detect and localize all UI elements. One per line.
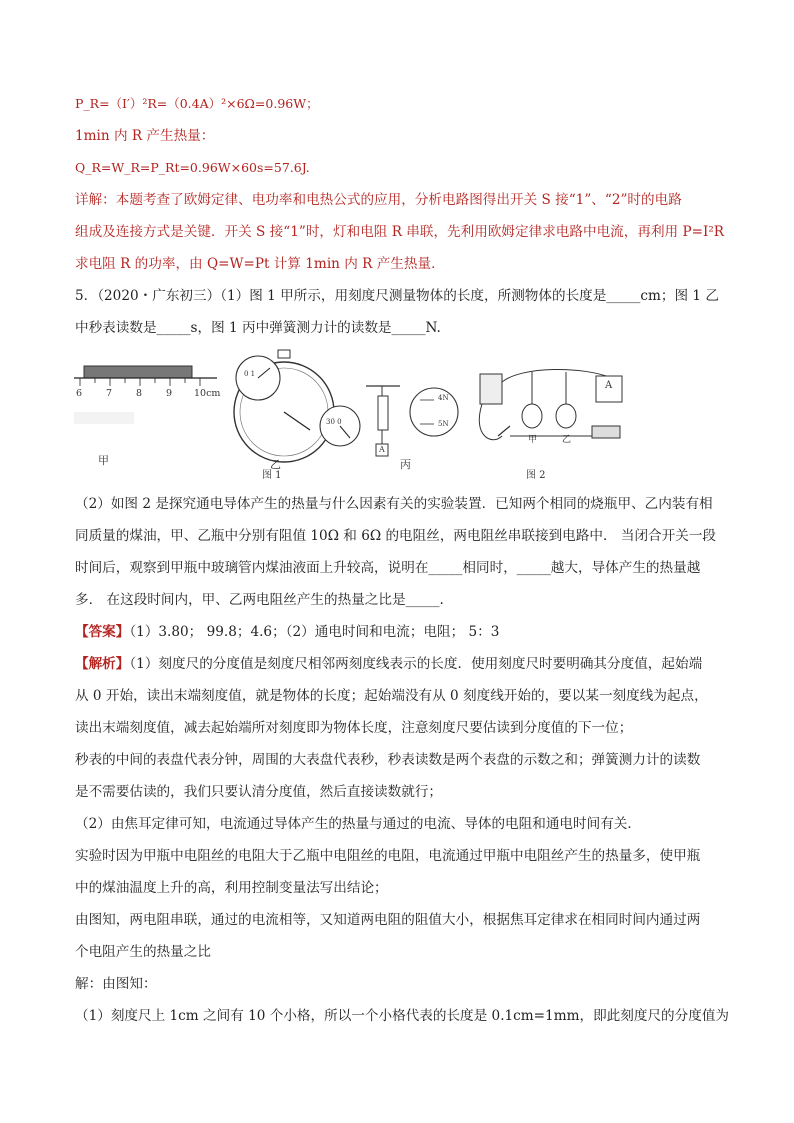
formula-heat: Q_R=W_R=P_Rt=0.96W×60s=57.6J. [75, 160, 310, 175]
answer-label: 【答案】 [75, 624, 130, 640]
question-5-part2-line-3: 时间后，观察到甲瓶中玻璃管内煤油液面上升较高，说明在_____相同时，_____越大，导体产生的热量越 [75, 560, 701, 576]
analysis-label: 【解析】 [75, 656, 130, 672]
ruler-tick-9: 9 [166, 388, 173, 399]
question-5-part2-line-4: 多． 在这段时间内，甲、乙两电阻丝产生的热量之比是_____. [75, 592, 444, 608]
stopwatch-small-dial: 0 1 [244, 370, 256, 378]
ruler-tick-6: 6 [76, 388, 83, 399]
answer-line [75, 622, 499, 642]
spring-scale-drawing [360, 370, 460, 460]
analysis-line-8: 中的煤油温度上升的高，利用控制变量法写出结论； [75, 880, 388, 896]
figure-1-caption: 图 1 [262, 470, 282, 481]
analysis-line-5: 是不需要估读的，我们只要认清分度值，然后直接读数就行； [75, 784, 443, 800]
ammeter-label: A [605, 380, 613, 391]
label-bing-fig1: 丙 [400, 458, 411, 471]
analysis-line-7: 实验时因为甲瓶中电阻丝的电阻大于乙瓶中电阻丝的电阻，电流通过甲瓶中电阻丝产生的热量多，使甲瓶 [75, 848, 701, 864]
ruler-drawing [72, 350, 222, 460]
spring-scale-figure [360, 370, 460, 471]
formula-power: P_R=（I′）²R=（0.4A）²×6Ω=0.96W； [75, 96, 319, 111]
question-5-line-2: 中秒表读数是_____s，图 1 丙中弹簧测力计的读数是_____N. [75, 320, 441, 336]
ruler-figure [72, 350, 222, 467]
bottle-jia: 甲 [528, 435, 538, 445]
stopwatch-big-dial: 30 0 [326, 418, 342, 426]
detail-line-3: 求电阻 R 的功率，由 Q=W=Pt 计算 1min 内 R 产生热量． [75, 256, 445, 272]
solution-line-1: （1）刻度尺上 1cm 之间有 10 个小格，所以一个小格代表的长度是 0.1cm=1mm，即此刻度尺的分度值为 [75, 1008, 730, 1024]
analysis-line-2: 从 0 开始，读出末端刻度值，就是物体的长度；起始端没有从 0 刻度线开始的，要以某一刻度线为起点， [75, 688, 708, 704]
spring-tick-5n: 5N [438, 420, 449, 428]
stopwatch-figure [222, 348, 372, 471]
figure-2-caption: 图 2 [526, 470, 546, 481]
question-5-line-1: 5．（2020・广东初三）（1）图 1 甲所示，用刻度尺测量物体的长度，所测物体的长度是_____cm；图 1 乙 [75, 288, 719, 304]
circuit-figure [462, 366, 632, 481]
analysis-line-9: 由图知，两电阻串联，通过的电流相等，又知道两电阻的阻值大小，根据焦耳定律求在相同时间内通过两 [75, 912, 701, 928]
label-jia-fig1: 甲 [98, 454, 109, 467]
solution-heading: 解：由图知： [75, 976, 157, 992]
label-yi-fig1: 乙 [270, 458, 281, 471]
detail-line-1: 详解：本题考查了欧姆定律、电功率和电热公式的应用，分析电路图得出开关 S 接“1”、“2”时的电路 [75, 192, 682, 208]
heat-heading: 1min 内 R 产生热量： [75, 128, 215, 144]
weight-label: A [379, 445, 385, 454]
ruler-tick-10cm: 10cm [194, 388, 221, 399]
analysis-line-3: 读出末端刻度值，减去起始端所对刻度即为物体长度，注意刻度尺要估读到分度值的下一位； [75, 720, 633, 736]
spring-tick-4n: 4N [438, 394, 449, 402]
detail-line-2: 组成及连接方式是关键．开关 S 接“1”时，灯和电阻 R 串联，先利用欧姆定律求电路中电流，再利用 P=I²R [75, 224, 725, 240]
ruler-tick-8: 8 [136, 388, 143, 399]
analysis-line-4: 秒表的中间的表盘代表分钟，周围的大表盘代表秒，秒表读数是两个表盘的示数之和；弹簧测力计的读数 [75, 752, 701, 768]
answer-text: （1）3.80； 99.8；4.6；（2）通电时间和电流；电阻； 5：3 [129, 624, 500, 640]
analysis-text-1: （1）刻度尺的分度值是刻度尺相邻两刻度线表示的长度．使用刻度尺时要明确其分度值，起始端 [129, 656, 703, 672]
question-5-part2-line-2: 同质量的煤油，甲、乙瓶中分别有阻值 10Ω 和 6Ω 的电阻丝，两电阻丝串联接到电路中． 当闭合开关一段 [75, 528, 717, 544]
bottle-yi: 乙 [562, 435, 572, 445]
analysis-line-10: 个电阻产生的热量之比 [75, 944, 211, 960]
analysis-line-1 [75, 654, 702, 674]
ruler-tick-7: 7 [106, 388, 113, 399]
stopwatch-drawing [222, 348, 372, 468]
question-5-part2-line-1: （2）如图 2 是探究通电导体产生的热量与什么因素有关的实验装置．已知两个相同的烧瓶甲、乙内装有相 [75, 496, 713, 512]
analysis-line-6: （2）由焦耳定律可知，电流通过导体产生的热量与通过的电流、导体的电阻和通电时间有关． [75, 816, 641, 832]
